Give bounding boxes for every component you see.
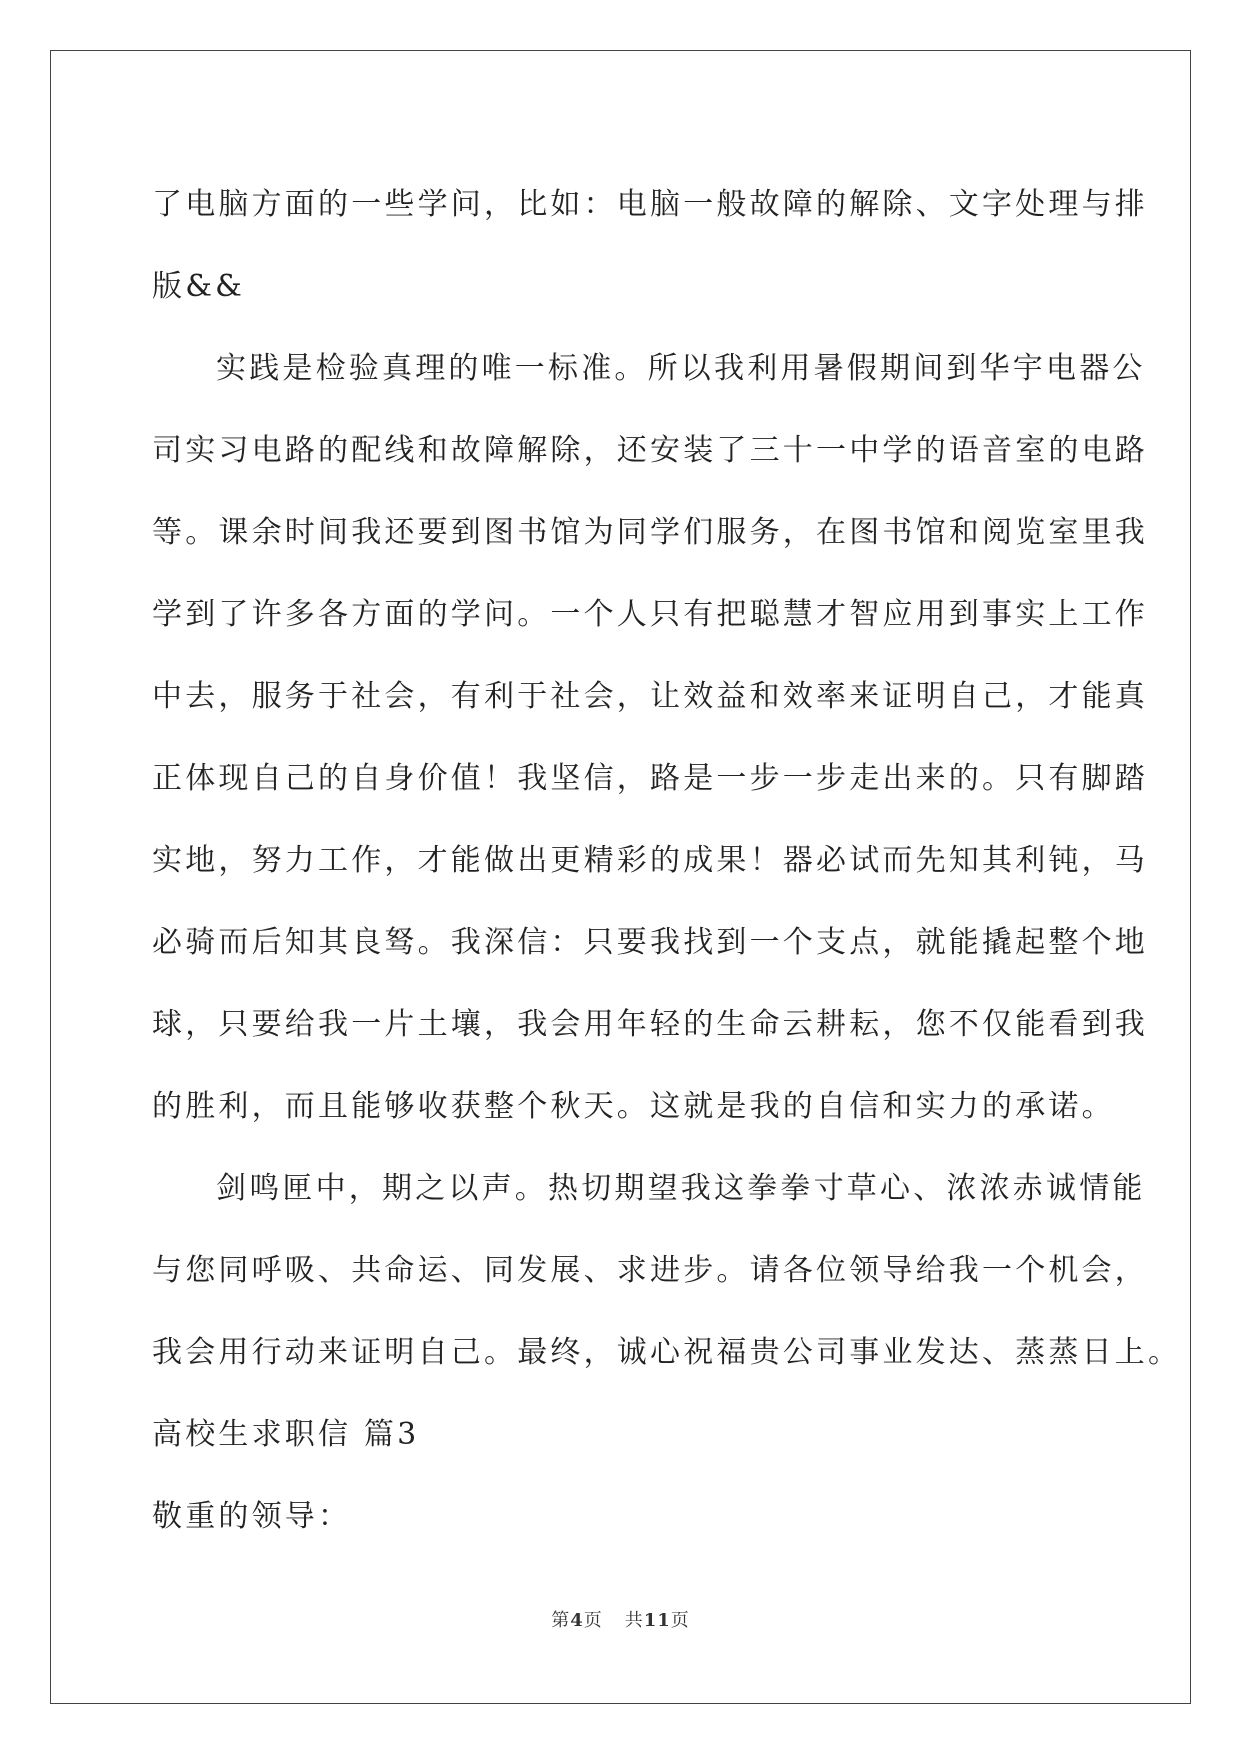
footer-prefix: 第 — [551, 1610, 571, 1631]
text-line: 学到了许多各方面的学问。一个人只有把聪慧才智应用到事实上工作 — [152, 597, 1148, 632]
text-line: 正体现自己的自身价值！我坚信，路是一步一步走出来的。只有脚踏 — [152, 761, 1148, 796]
footer-total-suffix: 页 — [670, 1610, 690, 1631]
footer-total-pages: 11 — [643, 1610, 671, 1631]
page-footer — [0, 1606, 1241, 1632]
text-line: 我会用行动来证明自己。最终，诚心祝福贵公司事业发达、蒸蒸日上。 — [152, 1335, 1182, 1370]
text-line: 等。课余时间我还要到图书馆为同学们服务，在图书馆和阅览室里我 — [152, 515, 1148, 550]
text-line: 剑鸣匣中，期之以声。热切期望我这拳拳寸草心、浓浓赤诚情能 — [216, 1171, 1146, 1206]
footer-total-prefix: 共 — [624, 1610, 644, 1631]
footer-page-number: 4 — [570, 1610, 584, 1631]
text-line: 实地，努力工作，才能做出更精彩的成果！器必试而先知其利钝，马 — [152, 843, 1148, 878]
section-title: 高校生求职信 篇3 — [152, 1417, 420, 1452]
text-line: 中去，服务于社会，有利于社会，让效益和效率来证明自己，才能真 — [152, 679, 1148, 714]
text-line: 的胜利，而且能够收获整个秋天。这就是我的自信和实力的承诺。 — [152, 1089, 1115, 1124]
text-line: 球，只要给我一片土壤，我会用年轻的生命云耕耘，您不仅能看到我 — [152, 1007, 1148, 1042]
text-line: 必骑而后知其良驽。我深信：只要我找到一个支点，就能撬起整个地 — [152, 925, 1148, 960]
text-line: 版&& — [152, 269, 246, 304]
text-line: 与您同呼吸、共命运、同发展、求进步。请各位领导给我一个机会， — [152, 1253, 1148, 1288]
salutation: 敬重的领导： — [152, 1499, 352, 1534]
footer-page-suffix: 页 — [583, 1610, 603, 1631]
document-body — [152, 164, 1182, 1558]
text-line: 实践是检验真理的唯一标准。所以我利用暑假期间到华宇电器公 — [216, 351, 1146, 386]
text-line: 了电脑方面的一些学问，比如：电脑一般故障的解除、文字处理与排 — [152, 187, 1148, 222]
text-line: 司实习电路的配线和故障解除，还安装了三十一中学的语音室的电路 — [152, 433, 1148, 468]
